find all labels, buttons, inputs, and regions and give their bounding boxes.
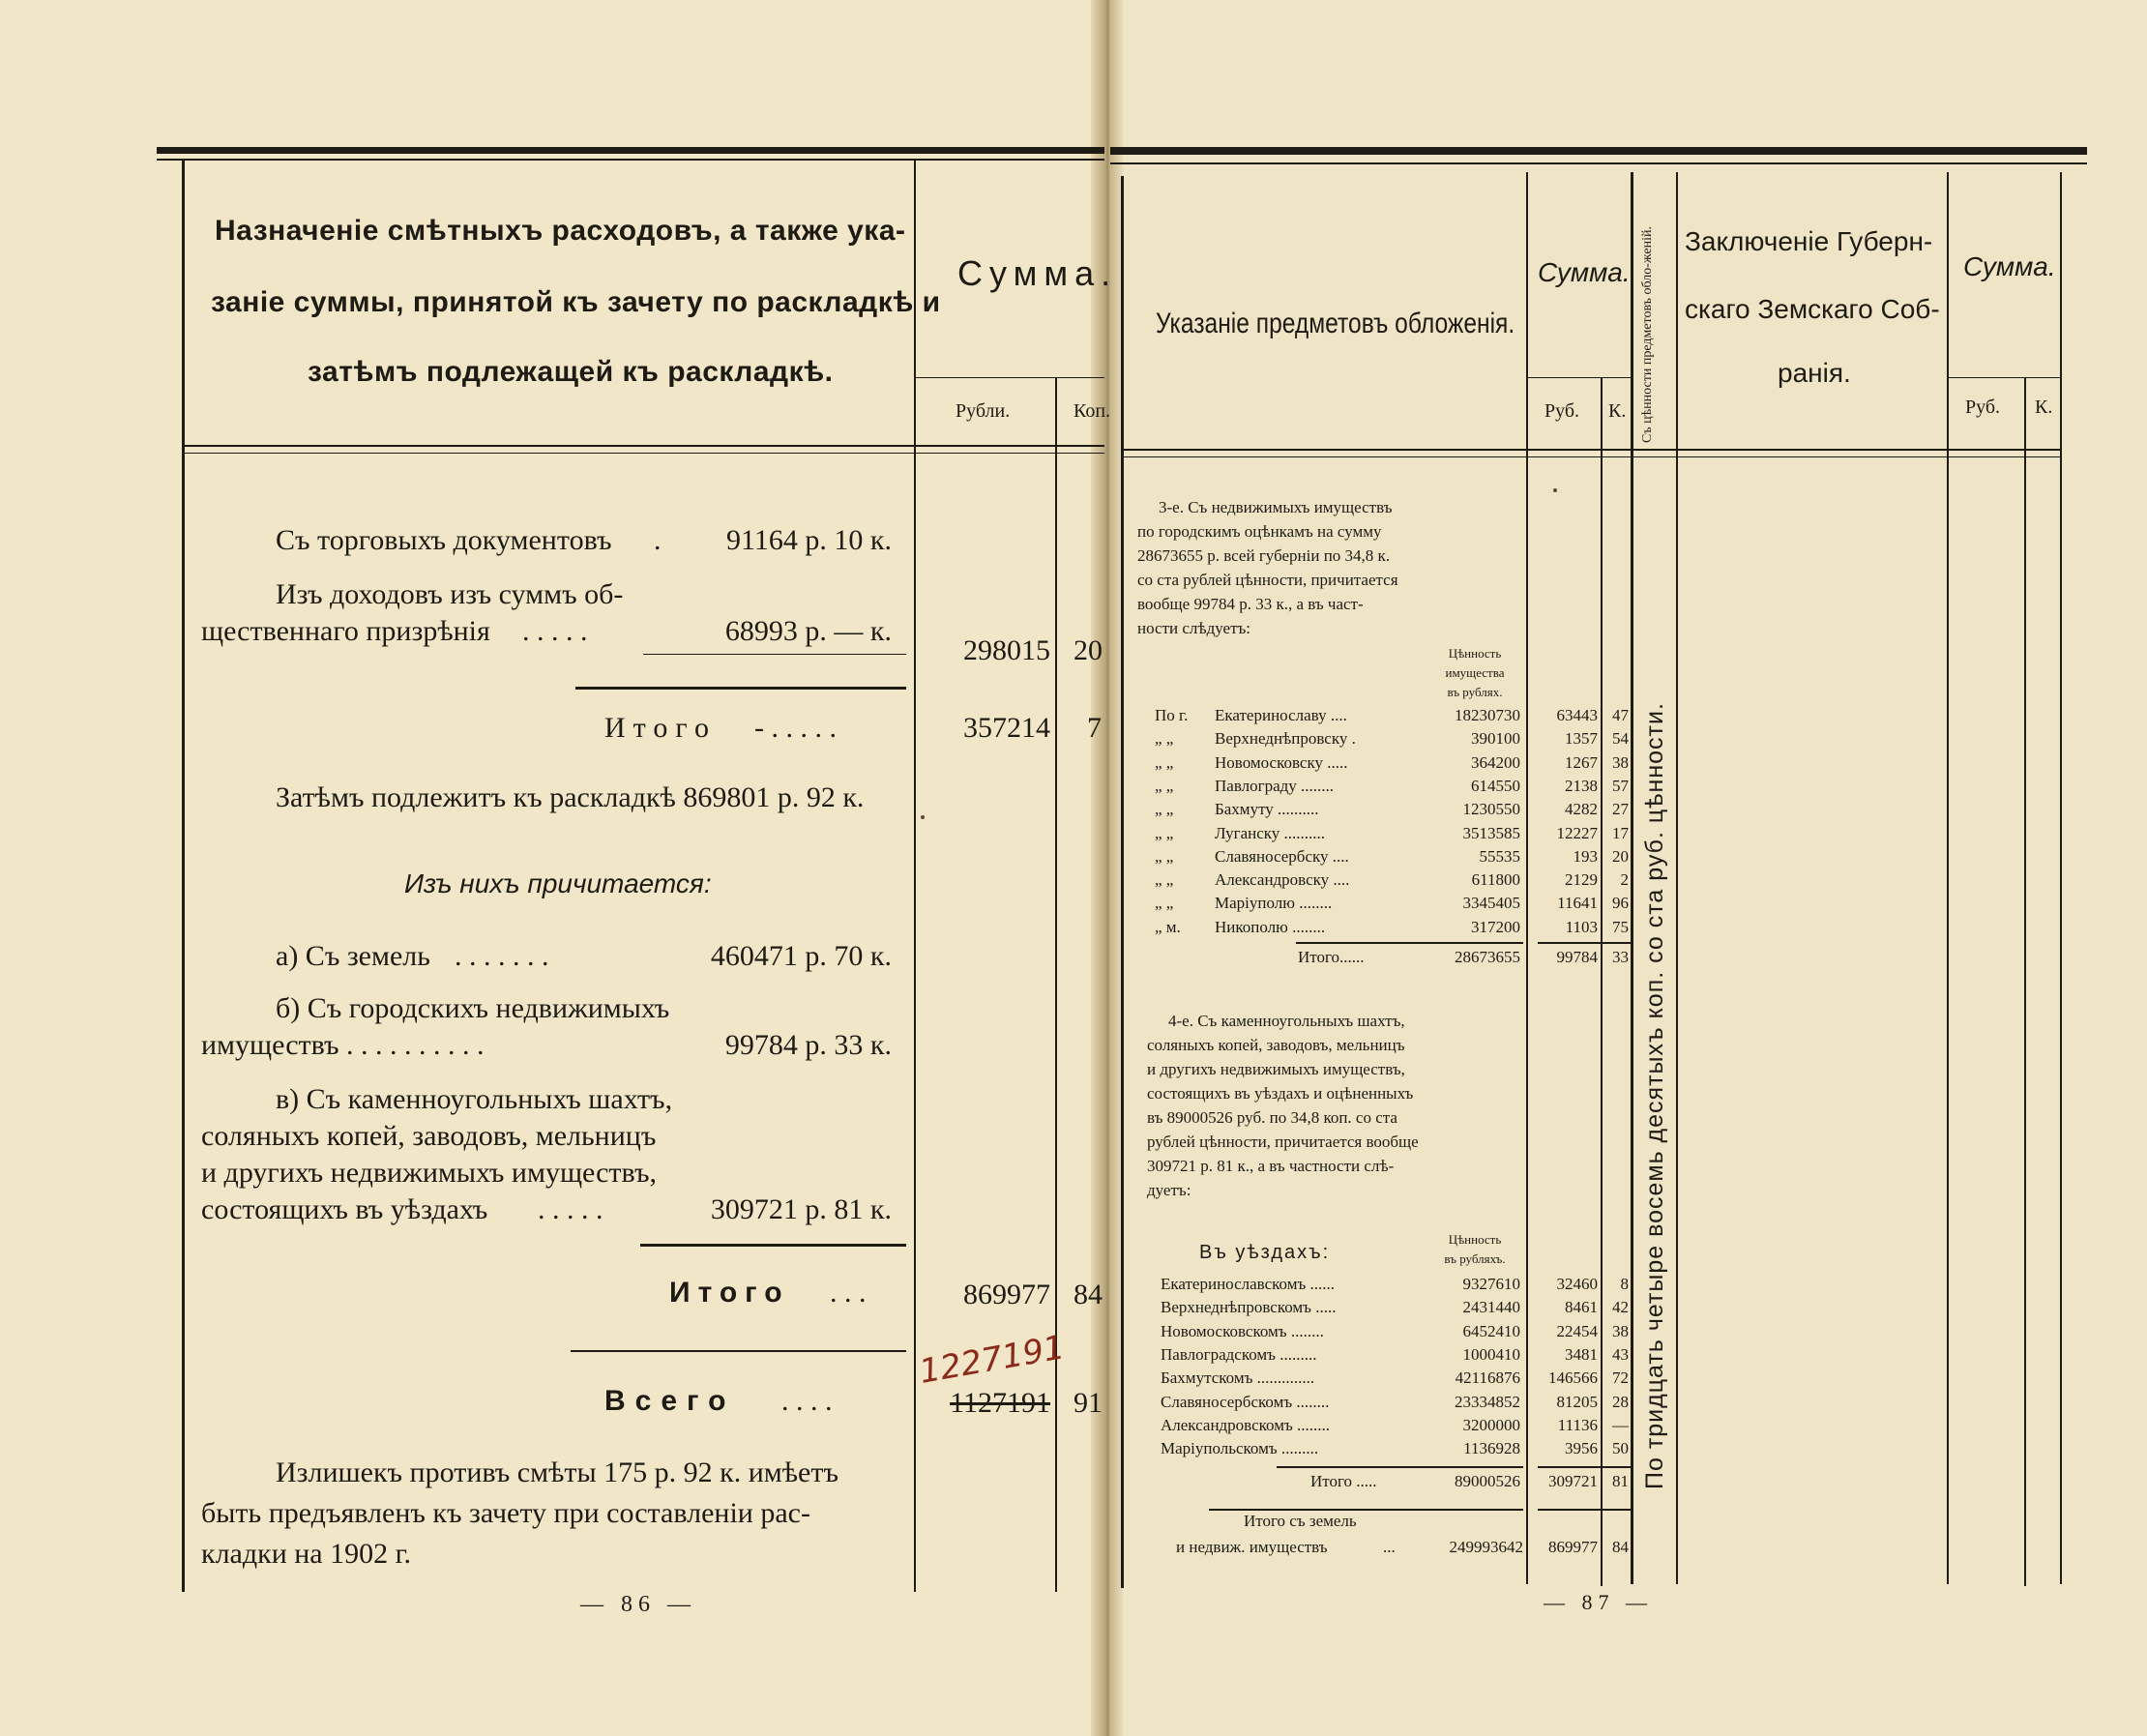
v-dots: . . . . .	[538, 1193, 603, 1225]
grand-total-value: 249993642	[1449, 1538, 1523, 1556]
uezd-row-rub: 11136	[1557, 1415, 1598, 1434]
s4-line7: 309721 р. 81 к., а въ частности слѣ-	[1147, 1157, 1395, 1175]
right-top-rule	[1110, 147, 2087, 155]
itogo2-dots: . . .	[830, 1277, 867, 1309]
left-header-line1: Назначеніе смѣтныхъ расходовъ, а также ука-	[215, 215, 906, 247]
right-header-rule2	[1123, 456, 2061, 457]
grand-total-rub: 869977	[1548, 1538, 1598, 1556]
right-summa-header: Сумма.	[1538, 257, 1631, 287]
uezd-row-k: 50	[1612, 1439, 1629, 1458]
uezd-total-value: 89000526	[1455, 1472, 1520, 1490]
uezd-total-k: 81	[1612, 1472, 1629, 1490]
uezd-row-name: Бахмутскомъ ..............	[1161, 1368, 1315, 1388]
uezd-row-rub: 146566	[1548, 1368, 1598, 1388]
right-summa2-subrule	[1949, 377, 2061, 378]
s3-line6: ности слѣдуетъ:	[1137, 619, 1251, 637]
city-row-prefix: „ „	[1155, 752, 1174, 772]
grand-total-rule-sum	[1538, 1509, 1631, 1511]
city-row-prefix: „ „	[1155, 870, 1174, 890]
city-row-prefix: „ „	[1155, 894, 1174, 913]
uezd-row-name: Павлоградскомъ .........	[1161, 1344, 1317, 1364]
city-row-rub: 2129	[1565, 870, 1598, 890]
right-summa-subrule	[1528, 377, 1632, 378]
city-row-prefix: „ „	[1155, 846, 1174, 866]
city-row-name: Славяносербску ....	[1215, 846, 1349, 866]
city-row-k: 17	[1612, 823, 1629, 842]
vertical-note: По тридцать четыре восемь десятыхъ коп. со ста руб. цѣнности.	[1641, 702, 1668, 1489]
city-row-rub: 11641	[1557, 894, 1598, 913]
vsego-rub: 1127191	[950, 1387, 1050, 1419]
city-row-name: Верхнеднѣпровску .	[1215, 729, 1356, 749]
zakl-line3: ранія.	[1778, 358, 1851, 388]
uezd-row-value: 42116876	[1455, 1368, 1520, 1388]
sum1-kop: 20	[1074, 634, 1103, 666]
left-sum-divider	[914, 161, 916, 1592]
right-col-summa2	[1947, 172, 1949, 1584]
city-row-name: Новомосковску .....	[1215, 752, 1348, 772]
speck	[1553, 488, 1557, 492]
uezd-row-k: 43	[1612, 1344, 1629, 1364]
city-row-value: 614550	[1471, 776, 1520, 795]
right-k2-header: К.	[2035, 397, 2053, 418]
city-row-value: 55535	[1479, 846, 1520, 866]
uezd-total-rule-sum	[1538, 1466, 1631, 1468]
a-value: 460471 р. 70 к.	[710, 940, 892, 972]
right-rub2-header: Руб.	[1965, 397, 2001, 418]
s3-line2: по городскимъ оцѣнкамъ на сумму	[1137, 522, 1382, 541]
right-border	[1121, 176, 1124, 1588]
city-row-name: Бахмуту ..........	[1215, 800, 1319, 819]
city-row-k: 57	[1612, 776, 1629, 795]
left-top-rule	[157, 147, 1104, 154]
izn-heading: Изъ нихъ причитается:	[404, 868, 712, 898]
s3-line1: 3-е. Съ недвижимыхъ имуществъ	[1159, 498, 1393, 516]
uezd-row-name: Новомосковскомъ ........	[1161, 1321, 1324, 1340]
left-top-rule-thin	[157, 159, 1104, 161]
b-line1: б) Съ городскихъ недвижимыхъ	[276, 992, 670, 1024]
left-kop-header: Коп.	[1074, 400, 1111, 422]
grand-total-rule	[1209, 1509, 1523, 1511]
uezd-row-k: 8	[1620, 1275, 1629, 1293]
city-row-name: Александровску ....	[1215, 870, 1350, 890]
city-row-name: Луганску ..........	[1215, 823, 1326, 842]
city-row-k: 54	[1612, 729, 1629, 749]
right-col-vert	[1631, 172, 1633, 1584]
right-col-rub2-k2	[2024, 377, 2026, 1586]
b-value: 99784 р. 33 к.	[724, 1029, 892, 1061]
city-total-k: 33	[1612, 948, 1629, 966]
v-value: 309721 р. 81 к.	[710, 1193, 892, 1225]
city-row-value: 3513585	[1462, 823, 1520, 842]
left-header-rule	[184, 445, 1104, 447]
s3-line3: 28673655 р. всей губерніи по 34,8 к.	[1137, 546, 1391, 565]
uezd-total-rule	[1277, 1466, 1523, 1468]
left-header-line2: заніе суммы, принятой къ зачету по раскладкѣ и	[211, 286, 941, 318]
city-row-prefix: „ „	[1155, 729, 1174, 749]
s4-val-hdr2: въ рубляхъ.	[1444, 1251, 1506, 1266]
v-line4: состоящихъ въ уѣздахъ	[201, 1193, 488, 1225]
left-header-rule2	[184, 453, 1104, 454]
city-row-k: 2	[1620, 870, 1629, 890]
left-border	[182, 161, 185, 1592]
city-row-rub: 63443	[1556, 706, 1598, 724]
vsego-dots: . . . .	[781, 1385, 833, 1417]
uezd-row-k: —	[1612, 1415, 1629, 1434]
city-row-value: 3345405	[1462, 894, 1520, 913]
city-row-rub: 4282	[1565, 800, 1598, 819]
itogo1-rub: 357214	[963, 712, 1050, 744]
left-rub-kop-divider	[1055, 377, 1057, 1592]
city-row-k: 20	[1612, 846, 1629, 866]
uezd-row-name: Маріупольскомъ .........	[1161, 1439, 1319, 1458]
city-total-label: Итого......	[1298, 948, 1365, 966]
city-row-prefix: „ „	[1155, 823, 1174, 842]
city-total-rule	[1296, 942, 1523, 944]
uezd-row-name: Александровскомъ ........	[1161, 1415, 1331, 1434]
s4-line5: въ 89000526 руб. по 34,8 коп. со ста	[1147, 1108, 1397, 1127]
income-dots: . . . . .	[522, 615, 588, 647]
itogo2-kop: 84	[1074, 1279, 1103, 1310]
uezd-row-value: 1136928	[1463, 1439, 1520, 1458]
uezd-row-rub: 8461	[1565, 1298, 1598, 1317]
uezd-row-k: 42	[1612, 1298, 1629, 1317]
city-row-k: 38	[1612, 752, 1629, 772]
itogo1-dots: - . . . . .	[754, 712, 837, 744]
uezd-row-value: 6452410	[1462, 1321, 1520, 1340]
city-total-rule-sum	[1538, 942, 1631, 944]
uezd-row-k: 28	[1612, 1392, 1629, 1411]
income-line2: щественнаго призрѣнія	[201, 615, 490, 647]
speck	[921, 815, 925, 819]
s3-line4: со ста рублей цѣнности, причитается	[1137, 571, 1398, 589]
izlishek-line3: кладки на 1902 г.	[201, 1538, 412, 1570]
uezd-row-rub: 81205	[1556, 1392, 1598, 1411]
city-row-k: 75	[1612, 917, 1629, 936]
s4-line6: рублей цѣнности, причитается вообще	[1147, 1133, 1419, 1151]
city-row-rub: 193	[1573, 846, 1598, 866]
itogo2-rule	[640, 1244, 906, 1247]
uezd-row-value: 23334852	[1455, 1392, 1520, 1411]
itogo1-label: Итого	[604, 712, 717, 744]
uezd-total-rub: 309721	[1548, 1472, 1598, 1490]
left-header-line3: затѣмъ подлежащей къ раскладкѣ.	[308, 356, 834, 388]
b-dots: . . . . . . . . . .	[346, 1029, 485, 1061]
grand-total-dots: ...	[1383, 1538, 1396, 1556]
vsego-label: Всего	[604, 1385, 736, 1417]
uezd-row-rub: 32460	[1556, 1275, 1598, 1293]
uezd-row-rub: 3481	[1565, 1344, 1598, 1364]
s4-line2: соляныхъ копей, заводовъ, мельницъ	[1147, 1036, 1405, 1054]
b-line2: имуществъ	[201, 1029, 339, 1061]
s3-line5: вообще 99784 р. 33 к., а въ част-	[1137, 595, 1364, 613]
v-line3: и другихъ недвижимыхъ имуществъ,	[201, 1157, 657, 1189]
left-page-number: — 86 —	[580, 1592, 696, 1617]
right-k-header: К.	[1608, 400, 1627, 422]
income-underline	[643, 654, 906, 655]
v-uezdah-heading: Въ уѣздахъ:	[1199, 1242, 1331, 1263]
city-row-k: 27	[1612, 800, 1629, 819]
itogo1-rule	[575, 687, 906, 690]
left-summa-header: Сумма.	[957, 253, 1118, 293]
s3-val-hdr1: Цѣнность	[1448, 646, 1502, 661]
itogo2-rub: 869977	[963, 1279, 1050, 1310]
city-total-value: 28673655	[1455, 948, 1520, 966]
s4-line1: 4-е. Съ каменноугольныхъ шахтъ,	[1168, 1012, 1405, 1030]
city-row-name: Екатеринославу ....	[1215, 706, 1347, 724]
v-line2: соляныхъ копей, заводовъ, мельницъ	[201, 1120, 657, 1152]
uezd-row-k: 38	[1612, 1321, 1629, 1340]
right-page-number: — 87 —	[1544, 1590, 1653, 1614]
income-value: 68993 р. — к.	[724, 615, 892, 647]
a-dots: . . . . . . .	[455, 940, 549, 972]
izlishek-line1: Излишекъ противъ смѣты 175 р. 92 к. имѣетъ	[276, 1456, 838, 1488]
izlishek-line2: быть предъявленъ къ зачету при составленіи рас-	[201, 1497, 810, 1529]
city-total-rub: 99784	[1556, 948, 1598, 966]
city-row-value: 1230550	[1462, 800, 1520, 819]
s3-val-hdr3: въ рублях.	[1447, 685, 1503, 699]
city-row-k: 96	[1612, 894, 1629, 913]
left-rubli-header: Рубли.	[956, 400, 1011, 422]
sum1-rub: 298015	[963, 634, 1050, 666]
uezd-row-name: Верхнеднѣпровскомъ .....	[1161, 1298, 1337, 1317]
v-line1: в) Съ каменноугольныхъ шахтъ,	[276, 1083, 673, 1115]
uezd-row-rub: 3956	[1565, 1439, 1598, 1458]
right-border-end	[2060, 172, 2062, 1584]
zakl-line1: Заключеніе Губерн-	[1685, 226, 1933, 256]
s3-val-hdr2: имущества	[1445, 665, 1505, 680]
left-summa-subrule	[915, 377, 1104, 378]
itogo1-kop: 7	[1087, 712, 1102, 744]
trade-value: 91164 р. 10 к.	[726, 524, 892, 556]
uezd-row-value: 9327610	[1462, 1275, 1520, 1293]
uezd-row-name: Славяносербскомъ ........	[1161, 1392, 1330, 1411]
right-summa2-header: Сумма.	[1963, 251, 2056, 281]
grand-total-line1: Итого съ земель	[1244, 1512, 1357, 1530]
city-row-rub: 1267	[1565, 752, 1598, 772]
uezd-row-value: 1000410	[1462, 1344, 1520, 1364]
vsego-rule	[571, 1350, 906, 1352]
zatem-line: Затѣмъ подлежитъ къ раскладкѣ 869801 р. 92 к.	[276, 781, 865, 813]
uezd-row-k: 72	[1612, 1368, 1629, 1388]
vsego-kop: 91	[1074, 1387, 1103, 1419]
income-line1: Изъ доходовъ изъ суммъ об-	[276, 578, 624, 610]
uezd-total-label: Итого .....	[1310, 1472, 1377, 1490]
grand-total-k: 84	[1612, 1538, 1629, 1556]
right-rub-header: Руб.	[1544, 400, 1580, 422]
trade-dot: .	[654, 524, 662, 556]
s4-val-hdr1: Цѣнность	[1448, 1232, 1502, 1247]
s4-line8: дуетъ:	[1147, 1181, 1191, 1199]
itogo2-label: Итого	[669, 1277, 790, 1309]
a-label: а) Съ земель	[276, 940, 430, 972]
right-ukaz-header: Указаніе предметовъ обложенія.	[1156, 308, 1515, 339]
city-row-prefix: По г.	[1155, 706, 1189, 724]
s4-line4: состоящихъ въ уѣздахъ и оцѣненныхъ	[1147, 1084, 1414, 1103]
city-row-prefix: „ „	[1155, 800, 1174, 819]
uezd-row-name: Екатеринославскомъ ......	[1161, 1275, 1336, 1293]
s4-line3: и другихъ недвижимыхъ имуществъ,	[1147, 1060, 1405, 1078]
right-header-rule	[1123, 449, 2061, 451]
uezd-row-rub: 22454	[1556, 1321, 1598, 1340]
city-row-value: 317200	[1471, 917, 1520, 936]
city-row-rub: 1103	[1565, 917, 1598, 936]
zakl-line2: скаго Земскаго Соб-	[1685, 294, 1940, 324]
right-vert-header: Съ цѣнности предметовъ обло-женій.	[1640, 226, 1655, 443]
city-row-name: Маріуполю ........	[1215, 894, 1333, 913]
city-row-prefix: „ м.	[1155, 917, 1181, 936]
city-row-name: Павлограду ........	[1215, 776, 1335, 795]
city-row-value: 364200	[1471, 752, 1520, 772]
city-row-rub: 2138	[1565, 776, 1598, 795]
trade-label: Съ торговыхъ документовъ	[276, 524, 612, 556]
city-row-value: 18230730	[1455, 706, 1520, 724]
uezd-row-value: 2431440	[1462, 1298, 1520, 1317]
handwritten-correction: 1227191	[916, 1328, 1068, 1392]
city-row-prefix: „ „	[1155, 776, 1174, 795]
city-row-rub: 12227	[1556, 823, 1598, 842]
city-row-name: Никополю ........	[1215, 917, 1326, 936]
city-row-value: 390100	[1471, 729, 1520, 749]
right-col-vert2	[1676, 172, 1678, 1584]
city-row-value: 611800	[1471, 870, 1520, 890]
grand-total-line2: и недвиж. имуществъ	[1176, 1538, 1328, 1556]
uezd-row-value: 3200000	[1462, 1415, 1520, 1434]
right-top-rule-thin	[1110, 162, 2087, 164]
city-row-rub: 1357	[1565, 729, 1598, 749]
city-row-k: 47	[1612, 706, 1629, 724]
